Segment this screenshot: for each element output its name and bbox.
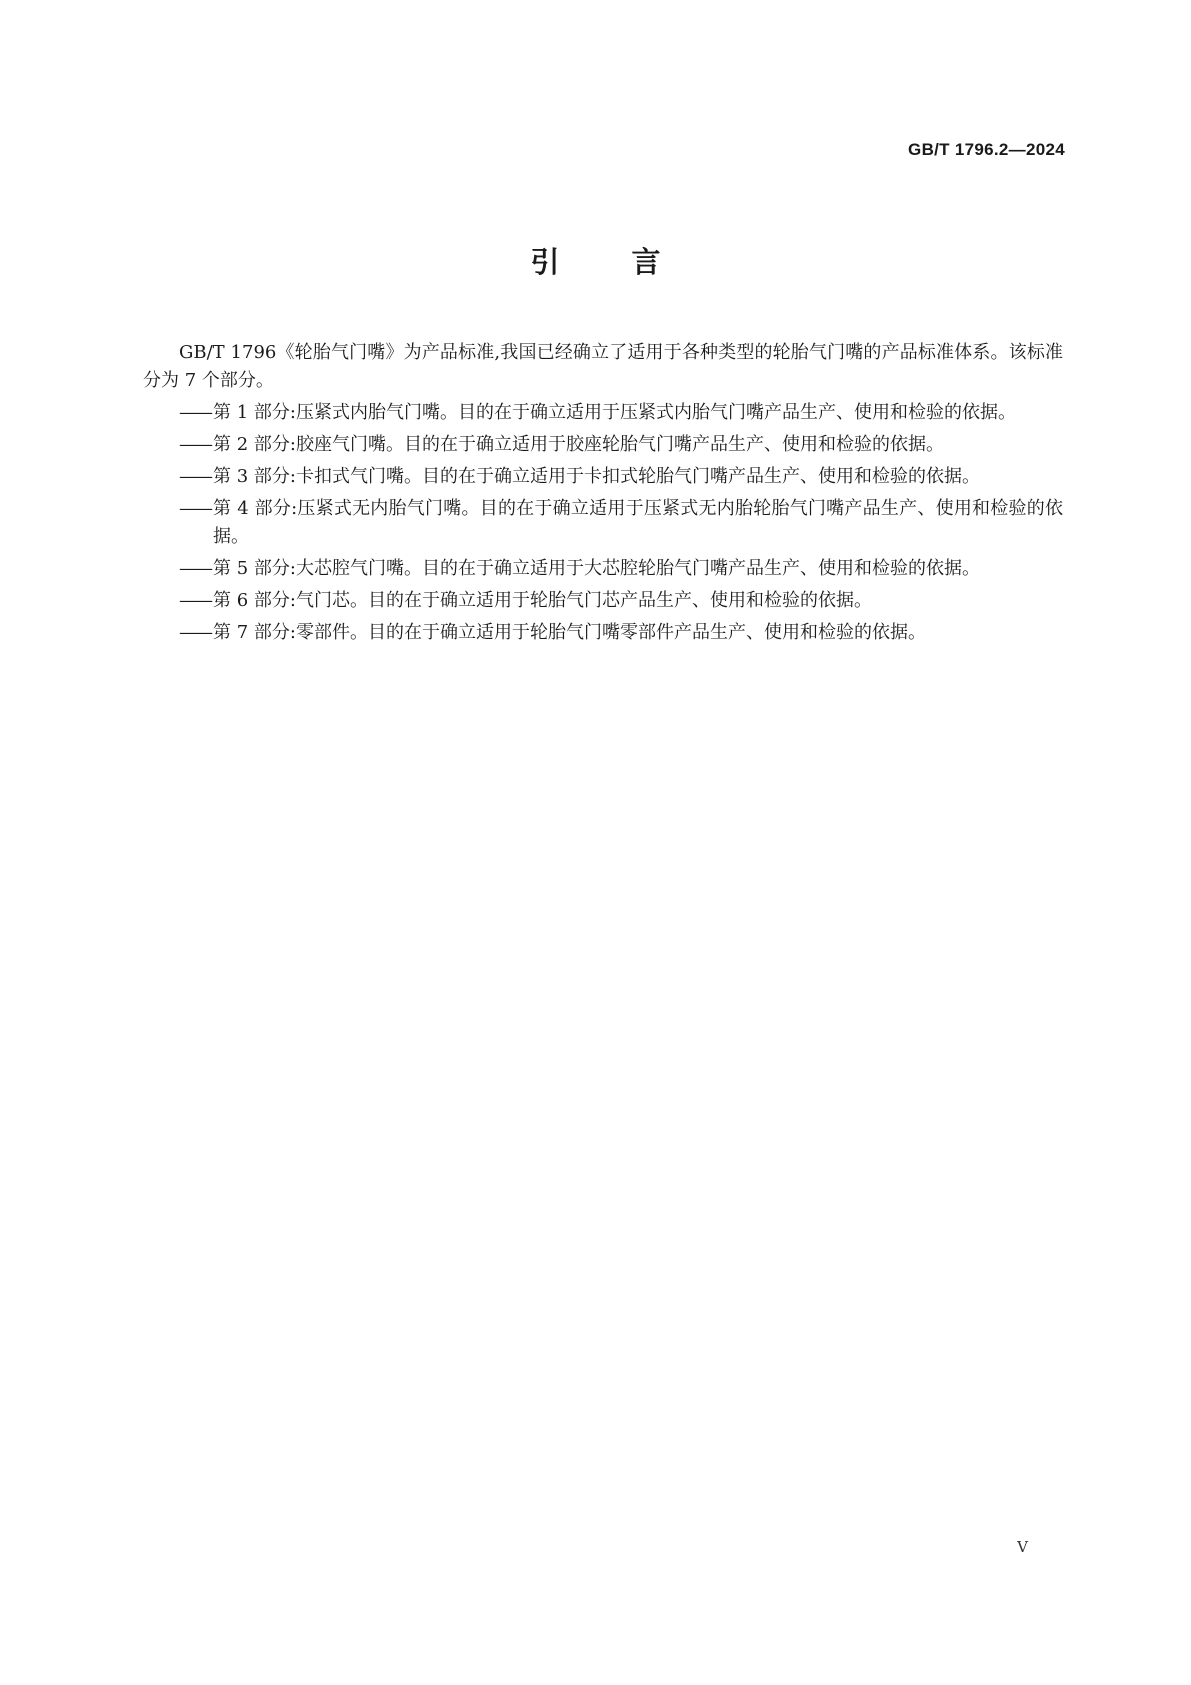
list-item-text: 第 2 部分:胶座气门嘴。目的在于确立适用于胶座轮胎气门嘴产品生产、使用和检验的依据。 [213,434,944,455]
list-item [143,463,1063,491]
list-item-text: 第 4 部分:压紧式无内胎气门嘴。目的在于确立适用于压紧式无内胎轮胎气门嘴产品生产、使用和检验的依据。 [213,498,1063,547]
list-dash: —— [179,590,211,611]
list-item [143,431,1063,459]
page-title [0,240,1191,281]
list-dash: —— [179,466,211,487]
list-item-text: 第 6 部分:气门芯。目的在于确立适用于轮胎气门芯产品生产、使用和检验的依据。 [213,590,872,611]
intro-paragraph: GB/T 1796《轮胎气门嘴》为产品标准,我国已经确立了适用于各种类型的轮胎气门嘴的产品标准体系。该标准分为 7 个部分。 [143,342,1063,391]
list-item-text: 第 3 部分:卡扣式气门嘴。目的在于确立适用于卡扣式轮胎气门嘴产品生产、使用和检验的依据。 [213,466,980,487]
list-item [143,555,1063,583]
standard-code: GB/T 1796.2—2024 [908,140,1065,159]
list-dash: —— [179,402,211,423]
parts-list [143,399,1063,647]
list-dash: —— [179,434,211,455]
list-dash: —— [179,498,211,519]
list-item [143,495,1063,551]
document-body [143,339,1063,651]
list-item [143,399,1063,427]
list-dash: —— [179,622,211,643]
list-item-text: 第 5 部分:大芯腔气门嘴。目的在于确立适用于大芯腔轮胎气门嘴产品生产、使用和检验的依据。 [213,558,980,579]
list-item [143,587,1063,615]
list-dash: —— [179,558,211,579]
page-number: V [1017,1538,1028,1556]
list-item [143,619,1063,647]
title-char-2: 言 [631,245,661,279]
title-char-1: 引 [530,245,560,279]
list-item-text: 第 1 部分:压紧式内胎气门嘴。目的在于确立适用于压紧式内胎气门嘴产品生产、使用和检验的依据。 [213,402,1016,423]
list-item-text: 第 7 部分:零部件。目的在于确立适用于轮胎气门嘴零部件产品生产、使用和检验的依据。 [213,622,926,643]
